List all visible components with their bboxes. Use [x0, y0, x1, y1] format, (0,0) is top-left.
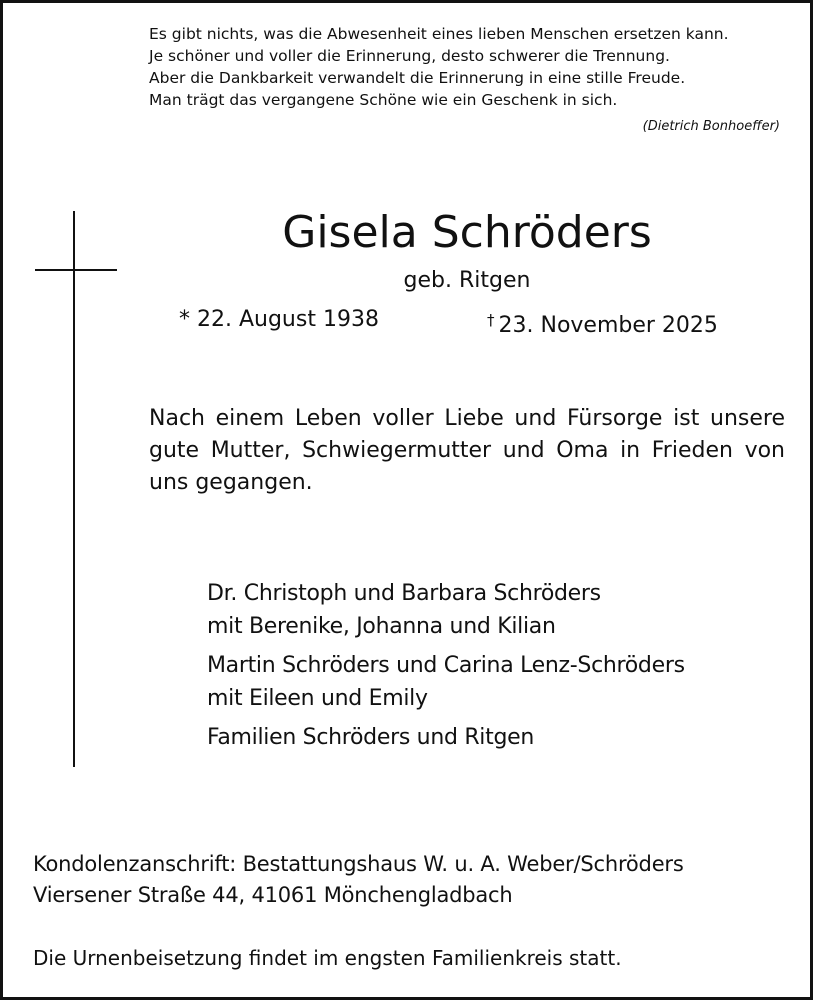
cross-icon — [73, 211, 75, 767]
condolence-line: Kondolenzanschrift: Bestattungshaus W. u. A. Weber/Schröders — [33, 852, 684, 876]
mourner-line: mit Berenike, Johanna und Kilian — [207, 614, 556, 639]
condolence-address — [33, 849, 793, 911]
mourner-line: mit Eileen und Emily — [207, 686, 428, 711]
mourner-line: Familien Schröders und Ritgen — [207, 725, 534, 750]
quote-line: Je schöner und voller die Erinnerung, desto schwerer die Trennung. — [149, 47, 670, 65]
birth-date: * 22. August 1938 — [179, 307, 379, 332]
deceased-name: Gisela Schröders — [282, 207, 652, 258]
maiden-name: geb. Ritgen — [403, 268, 531, 293]
condolence-line: Viersener Straße 44, 41061 Mönchengladbach — [33, 883, 513, 907]
cross-icon-bar — [35, 269, 117, 271]
obituary-message: Nach einem Leben voller Liebe und Fürsorge ist unsere gute Mutter, Schwiegermutter und Oma in Frieden von uns gegangen. — [149, 406, 785, 495]
mourner-group — [207, 649, 807, 715]
quote-author: (Dietrich Bonhoeffer) — [642, 119, 780, 134]
urn-notice: Die Urnenbeisetzung findet im engsten Familienkreis statt. — [33, 946, 622, 970]
quote-line: Es gibt nichts, was die Abwesenheit eines lieben Menschen ersetzen kann. — [149, 25, 729, 43]
dagger-icon: † — [487, 311, 495, 329]
mourner-group — [207, 577, 807, 643]
quote-line: Man trägt das vergangene Schöne wie ein Geschenk in sich. — [149, 91, 618, 109]
mourner-line: Dr. Christoph und Barbara Schröders — [207, 581, 601, 606]
mourner-group — [207, 721, 807, 754]
quote-block — [149, 23, 789, 111]
death-date: 23. November 2025 — [498, 313, 718, 338]
mourner-line: Martin Schröders und Carina Lenz-Schröders — [207, 653, 685, 678]
mourners-list — [207, 577, 807, 760]
quote-line: Aber die Dankbarkeit verwandelt die Erinnerung in eine stille Freude. — [149, 69, 686, 87]
death-date-line — [487, 305, 718, 341]
